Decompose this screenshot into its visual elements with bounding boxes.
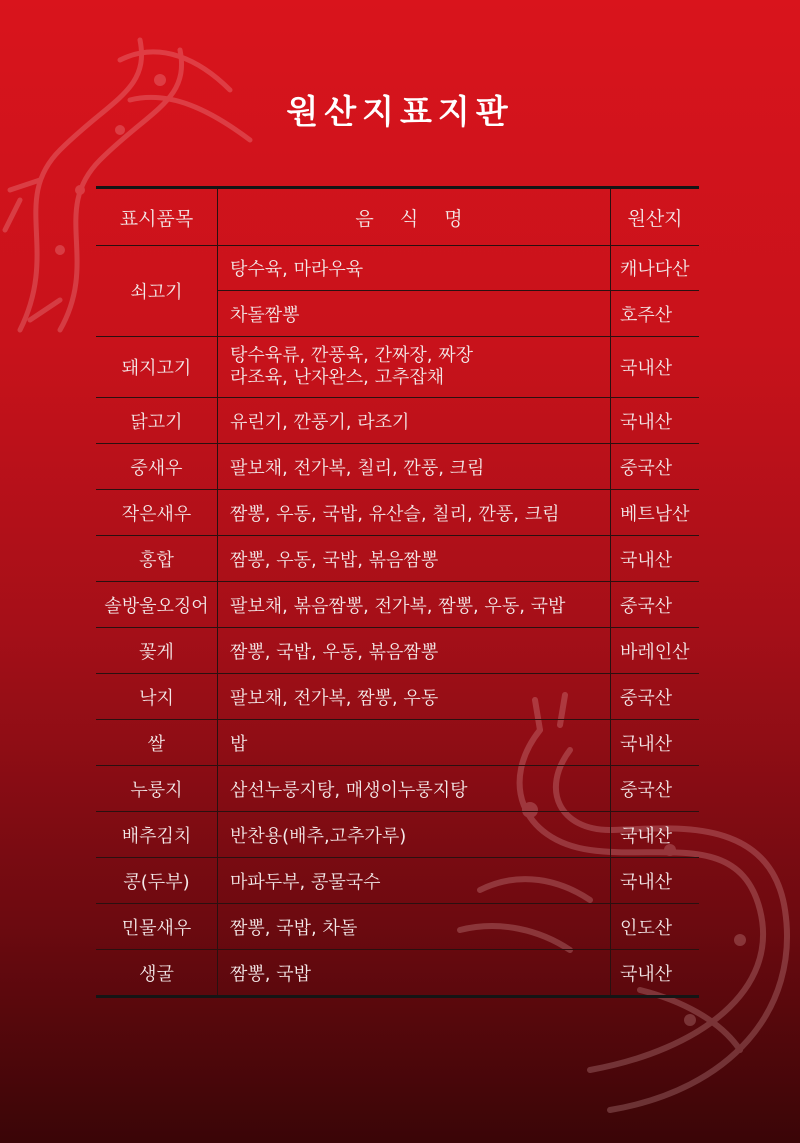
row-item: 닭고기 xyxy=(130,411,183,433)
header-item: 표시품목 xyxy=(119,207,194,230)
beef-food-2: 차돌짬뽕 xyxy=(217,291,610,336)
pork-food-line1: 탕수육류, 깐풍육, 간짜장, 짜장 xyxy=(230,345,473,366)
row-food: 짬뽕, 국밥, 차돌 xyxy=(217,904,610,949)
row-item: 홍합 xyxy=(139,549,174,571)
row-food: 삼선누룽지탕, 매생이누룽지탕 xyxy=(217,766,610,811)
row-origin: 국내산 xyxy=(610,812,699,857)
row-origin: 국내산 xyxy=(610,720,699,765)
table-row xyxy=(96,444,699,490)
table-row xyxy=(96,766,699,812)
header-food: 음 식 명 xyxy=(217,189,610,245)
row-origin: 인도산 xyxy=(610,904,699,949)
origin-table xyxy=(96,186,699,998)
row-food: 팔보채, 전가복, 짬뽕, 우동 xyxy=(217,674,610,719)
table-row xyxy=(96,904,699,950)
table-row xyxy=(96,674,699,720)
row-food: 짬뽕, 국밥, 우동, 볶음짬뽕 xyxy=(217,628,610,673)
row-item: 작은새우 xyxy=(121,503,192,525)
header-origin: 원산지 xyxy=(610,189,699,245)
row-item: 솔방울오징어 xyxy=(104,595,209,617)
table-row-beef xyxy=(96,246,699,337)
pork-item: 돼지고기 xyxy=(121,358,192,379)
table-row xyxy=(96,720,699,766)
table-row xyxy=(96,812,699,858)
row-origin: 국내산 xyxy=(610,398,699,443)
table-row xyxy=(96,398,699,444)
row-food: 팔보채, 전가복, 칠리, 깐풍, 크림 xyxy=(217,444,610,489)
table-row xyxy=(96,628,699,674)
row-origin: 베트남산 xyxy=(610,490,699,535)
row-origin: 중국산 xyxy=(610,444,699,489)
beef-subrow xyxy=(217,246,699,291)
beef-subrow xyxy=(217,291,699,336)
row-food: 짬뽕, 우동, 국밥, 볶음짬뽕 xyxy=(217,536,610,581)
row-food: 짬뽕, 우동, 국밥, 유산슬, 칠리, 깐풍, 크림 xyxy=(217,490,610,535)
row-origin: 중국산 xyxy=(610,766,699,811)
row-origin: 중국산 xyxy=(610,674,699,719)
beef-food-1: 탕수육, 마라우육 xyxy=(217,246,610,291)
row-food: 마파두부, 콩물국수 xyxy=(217,858,610,903)
page-title: 원산지표지판 xyxy=(286,92,514,131)
table-row-pork xyxy=(96,337,699,398)
pork-food-line2: 라조육, 난자완스, 고추잡채 xyxy=(230,367,445,388)
table-header xyxy=(96,189,699,246)
row-food: 반찬용(배추,고추가루) xyxy=(217,812,610,857)
beef-origin-1: 캐나다산 xyxy=(610,246,699,291)
row-item: 콩(두부) xyxy=(123,871,190,893)
row-food: 팔보채, 볶음짬뽕, 전가복, 짬뽕, 우동, 국밥 xyxy=(217,582,610,627)
row-food: 유린기, 깐풍기, 라조기 xyxy=(217,398,610,443)
table-row xyxy=(96,950,699,995)
row-origin: 중국산 xyxy=(610,582,699,627)
row-item: 누룽지 xyxy=(130,779,183,801)
table-row xyxy=(96,582,699,628)
pork-food xyxy=(217,337,610,397)
pork-origin: 국내산 xyxy=(610,337,699,397)
row-food: 밥 xyxy=(217,720,610,765)
beef-item: 쇠고기 xyxy=(130,282,183,303)
table-row xyxy=(96,858,699,904)
row-item: 쌀 xyxy=(147,733,166,755)
row-origin: 국내산 xyxy=(610,536,699,581)
row-food: 짬뽕, 국밥 xyxy=(217,950,610,995)
row-item: 민물새우 xyxy=(121,917,192,939)
row-item: 생굴 xyxy=(139,963,174,985)
row-item: 낙지 xyxy=(139,687,174,709)
beef-origin-2: 호주산 xyxy=(610,291,699,336)
row-item: 중새우 xyxy=(130,457,183,479)
row-origin: 국내산 xyxy=(610,950,699,995)
row-origin: 국내산 xyxy=(610,858,699,903)
row-item: 꽃게 xyxy=(139,641,174,663)
row-origin: 바레인산 xyxy=(610,628,699,673)
row-item: 배추김치 xyxy=(121,825,192,847)
table-row xyxy=(96,536,699,582)
table-row xyxy=(96,490,699,536)
